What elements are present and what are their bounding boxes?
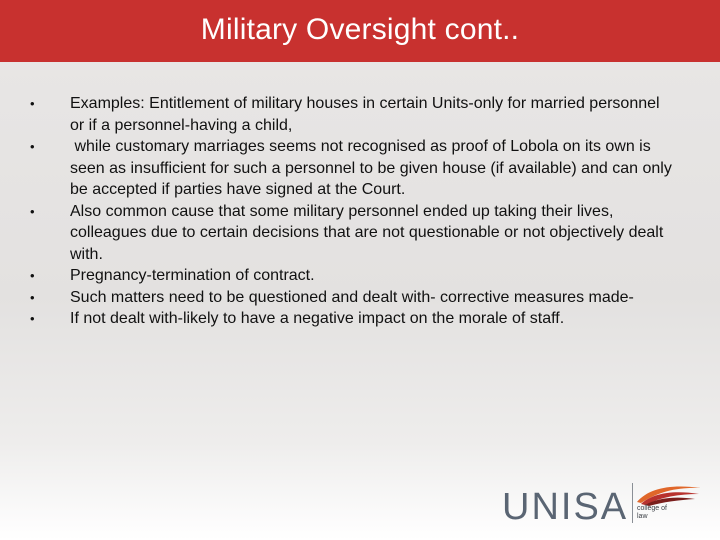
unisa-wing-logo-icon (635, 482, 703, 506)
slide-content (28, 93, 678, 330)
bullet-icon: • (30, 139, 35, 154)
bullet-text: Such matters need to be questioned and dealt with- corrective measures made- (70, 288, 634, 306)
logo-wordmark: UNISA (502, 486, 629, 528)
unisa-logo (494, 480, 710, 526)
bullet-item (28, 308, 678, 330)
bullet-text: Pregnancy-termination of contract. (70, 267, 315, 284)
title-bar (0, 0, 720, 62)
logo-tagline: college of law (637, 505, 667, 520)
bullet-item (28, 93, 678, 136)
logo-divider (632, 483, 633, 523)
bullet-item (28, 136, 678, 201)
bullet-list (28, 93, 678, 330)
bullet-item (28, 265, 678, 287)
bullet-text: while customary marriages seems not recognised as proof of Lobola on its own is seen as insufficient for such a personnel to be given house (if available) and can only be accepted if parties have signed at the Court. (70, 138, 677, 198)
bullet-text: Examples: Entitlement of military houses in certain Units-only for married personnel or if a personnel-having a child, (70, 95, 660, 134)
bullet-text: Also common cause that some military personnel ended up taking their lives, colleagues due to certain decisions that are not questionable or not objectively dealt with. (70, 202, 664, 263)
bullet-icon: • (30, 203, 35, 219)
bullet-icon: • (30, 311, 35, 326)
bullet-icon: • (30, 268, 35, 283)
bullet-text: If not dealt with-likely to have a negative impact on the morale of staff. (70, 310, 565, 327)
slide-title: Military Oversight cont.. (200, 13, 520, 46)
bullet-icon: • (30, 289, 35, 305)
bullet-item (28, 201, 678, 266)
bullet-icon: • (30, 96, 35, 111)
bullet-item (28, 287, 678, 309)
